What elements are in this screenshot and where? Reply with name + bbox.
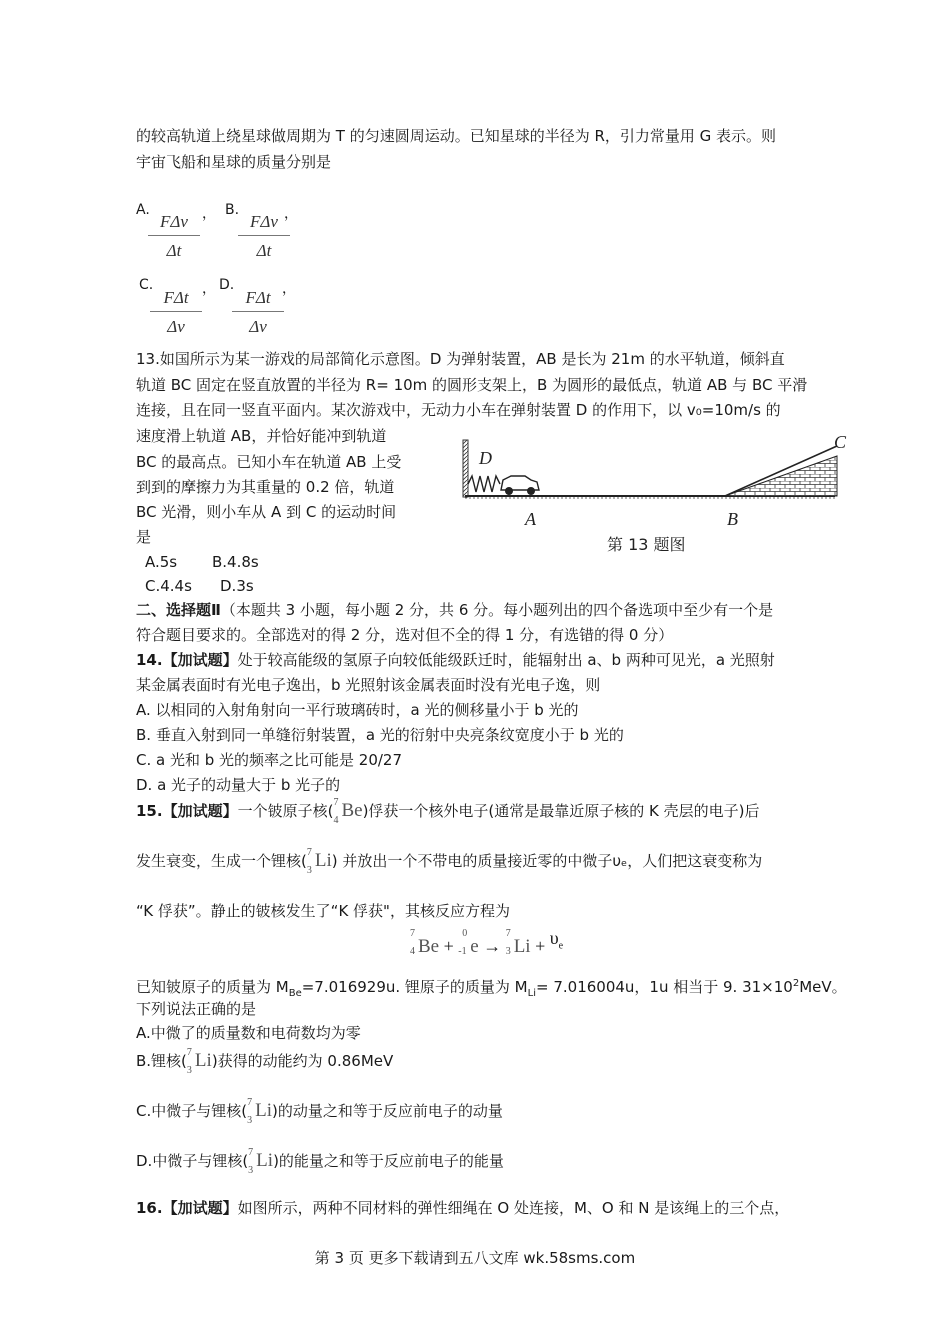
q15-stem-2 bbox=[136, 847, 763, 876]
page-footer: 第 3 页 更多下载请到五八文库 wk.58sms.com bbox=[314, 1249, 636, 1267]
nuclear-equation bbox=[410, 928, 564, 960]
neutrino: $\upsilon_e$ bbox=[549, 928, 564, 952]
figure-caption: 第 13 题图 bbox=[607, 535, 686, 554]
stem-text: )俘获一个核外电子(通常是最靠近原子核的 K 壳层的电子)后 bbox=[362, 802, 760, 820]
arrow: → bbox=[483, 936, 502, 956]
q15-ask: 下列说法正确的是 bbox=[136, 1000, 257, 1018]
section2-line-2: 符合题目要求的。全部选对的得 2 分，选对但不全的得 1 分，有选错的得 0 分） bbox=[136, 626, 674, 644]
q14-option-a: A. 以相同的入射角射向一平行玻璃砖时，a 光的侧移量小于 b 光的 bbox=[136, 701, 579, 719]
q13-line-1: 13.如国所示为某一游戏的局部简化示意图。D 为弹射装置，AB 是长为 21m 的水平轨道，倾斜直 bbox=[136, 350, 785, 368]
plus-sign: + bbox=[535, 936, 546, 956]
q16-stem bbox=[136, 1198, 789, 1218]
beryllium-nuclide: 7 4 Be bbox=[410, 928, 440, 957]
toy-car bbox=[501, 476, 539, 495]
launcher-wall bbox=[463, 440, 468, 497]
lithium-nuclide: 7 3 Li bbox=[247, 1097, 272, 1126]
q13-line-5: BC 的最高点。已知小车在轨道 AB 上受 bbox=[136, 453, 402, 471]
q15-option-c: C.中微子与锂核( 7 3 Li)的动量之和等于反应前电子的动量 bbox=[136, 1097, 503, 1126]
fraction: FΔt Δv bbox=[150, 288, 202, 337]
q15-mass-line: 已知铍原子的质量为 $M_{Be}=7.016929u$. 锂原子的质量为 $M_{Li}= 7.016004u$，1u 相当于 9. $31\times 10^2MeV$。 bbox=[136, 978, 847, 999]
section2-line-1 bbox=[136, 600, 773, 620]
option-label: B. bbox=[225, 202, 240, 218]
fraction: FΔv Δt bbox=[238, 212, 290, 261]
section2-desc: （本题共 3 小题，每小题 2 分，共 6 分。每小题列出的四个备选项中至少有一个是 bbox=[220, 601, 774, 619]
option-label: D. bbox=[219, 277, 235, 293]
stem-text: 发生衰变，生成一个锂核( bbox=[136, 852, 307, 870]
option-label: C. bbox=[139, 277, 154, 293]
q12-line-1: 的较高轨道上绕星球做周期为 T 的匀速圆周运动。已知星球的半径为 R，引力常量用 G 表示。则 bbox=[136, 127, 777, 145]
q14-stem-1 bbox=[136, 650, 775, 670]
beryllium-nuclide: 7 4 Be bbox=[333, 797, 363, 826]
plus-sign: + bbox=[443, 936, 454, 956]
q13-line-7: BC 光滑，则小车从 A 到 C 的运动时间 bbox=[136, 503, 397, 521]
q15-option-d: D.中微子与锂核( 7 3 Li)的能量之和等于反应前电子的能量 bbox=[136, 1147, 504, 1176]
question-number: 16. bbox=[136, 1199, 163, 1217]
q14-stem-2: 某金属表面时有光电子逸出，b 光照射该金属表面时没有光电子逸，则 bbox=[136, 676, 601, 694]
separator: ， bbox=[284, 206, 298, 222]
question-number: 14. bbox=[136, 651, 163, 669]
stem-text: 一个铍原子核( bbox=[237, 802, 334, 820]
q13-line-6: 到到的摩擦力为其重量的 0.2 倍，轨道 bbox=[136, 478, 395, 496]
q13-option-d: D.3s bbox=[220, 577, 254, 595]
label-b: B bbox=[727, 509, 738, 529]
fraction: FΔv Δt bbox=[148, 212, 200, 261]
q13-line-8: 是 bbox=[136, 528, 152, 546]
label-a: A bbox=[525, 509, 536, 529]
question-tag: 【加试题】 bbox=[162, 651, 238, 669]
q13-line-2: 轨道 BC 固定在竖直放置的半径为 R= 10m 的圆形支架上，B 为圆形的最低点，轨道 AB 与 BC 平滑 bbox=[136, 376, 808, 394]
lithium-nuclide: 7 3 Li bbox=[248, 1147, 274, 1176]
q12-line-2: 宇宙飞船和星球的质量分别是 bbox=[136, 153, 332, 171]
label-d: D bbox=[479, 448, 492, 468]
q14-option-c: C. a 光和 b 光的频率之比可能是 20/27 bbox=[136, 751, 403, 769]
q15-option-b: B.锂核( 7 3 Li)获得的动能约为 0.86MeV bbox=[136, 1047, 394, 1076]
question-tag: 【加试题】 bbox=[162, 1199, 238, 1217]
lithium-nuclide: 7 3 Li bbox=[186, 1047, 212, 1076]
lithium-nuclide: 7 3 Li bbox=[505, 928, 531, 957]
q13-option-c: C.4.4s bbox=[145, 577, 192, 595]
question-number: 15. bbox=[136, 802, 163, 820]
brick-support bbox=[725, 456, 837, 496]
q15-option-a: A.中微了的质量数和电荷数均为零 bbox=[136, 1024, 361, 1042]
q13-line-3: 连接，且在同一竖直平面内。某次游戏中，无动力小车在弹射装置 D 的作用下，以 v₀=10m/s 的 bbox=[136, 401, 781, 419]
q15-stem-3: “K 俘获”。静止的铍核发生了“K 俘获"，其核反应方程为 bbox=[136, 902, 510, 920]
question-tag: 【加试题】 bbox=[162, 802, 238, 820]
q15-stem-1 bbox=[136, 797, 760, 826]
question-stem: 处于较高能级的氢原子向较低能级跃迁时，能辐射出 a、b 两种可见光，a 光照射 bbox=[237, 651, 775, 669]
lithium-nuclide: 7 3 Li bbox=[306, 847, 332, 876]
q14-option-b: B. 垂直入射到同一单缝衍射装置，a 光的衍射中央亮条纹宽度小于 b 光的 bbox=[136, 726, 624, 744]
separator: ， bbox=[282, 281, 296, 297]
q13-line-4: 速度滑上轨道 AB，并恰好能冲到轨道 bbox=[136, 427, 387, 445]
spring bbox=[468, 476, 500, 492]
q13-figure bbox=[455, 432, 850, 562]
separator: ， bbox=[202, 206, 216, 222]
section2-title: 二、选择题Ⅱ bbox=[136, 601, 221, 619]
separator: ， bbox=[202, 281, 216, 297]
stem-text: ) 并放出一个不带电的质量接近零的中微子υₑ，人们把这衰变称为 bbox=[331, 852, 763, 870]
question-stem: 如图所示，两种不同材料的弹性细绳在 O 处连接，M、O 和 N 是该绳上的三个点， bbox=[237, 1199, 790, 1217]
q14-option-d: D. a 光子的动量大于 b 光子的 bbox=[136, 776, 341, 794]
q13-option-b: B.4.8s bbox=[212, 553, 259, 571]
option-label: A. bbox=[136, 202, 150, 218]
fraction: FΔt Δv bbox=[232, 288, 284, 337]
q13-option-a: A.5s bbox=[145, 553, 178, 571]
label-c: C bbox=[834, 432, 847, 452]
electron: 0 -1 e bbox=[458, 928, 479, 957]
